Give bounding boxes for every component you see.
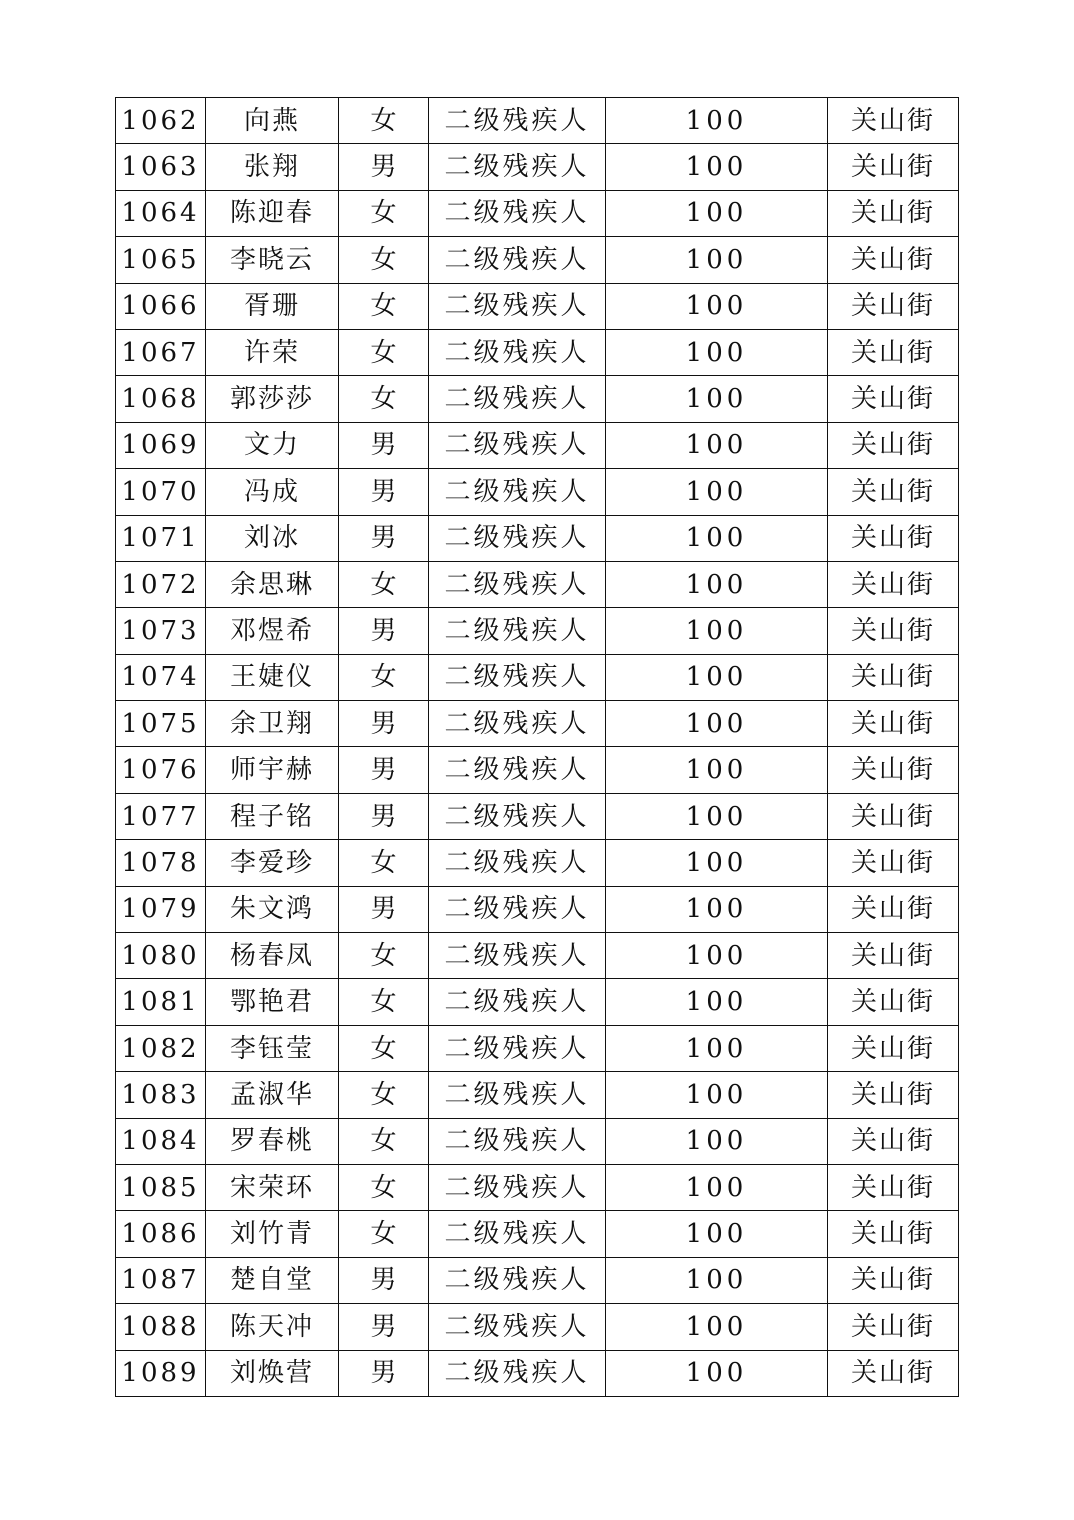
street-cell: 关山街: [828, 98, 959, 144]
amount-cell: 100: [606, 608, 828, 654]
gender-cell: 女: [339, 561, 429, 607]
street-cell: 关山街: [828, 979, 959, 1025]
name-cell: 邓煜希: [206, 608, 339, 654]
table-row: [116, 469, 959, 515]
disability-level-cell: 二级残疾人: [429, 701, 606, 747]
disability-level-cell: 二级残疾人: [429, 190, 606, 236]
gender-cell: 男: [339, 515, 429, 561]
name-cell: 罗春桃: [206, 1118, 339, 1164]
name-cell: 朱文鸿: [206, 886, 339, 932]
street-cell: 关山街: [828, 283, 959, 329]
disability-level-cell: 二级残疾人: [429, 98, 606, 144]
gender-cell: 女: [339, 376, 429, 422]
gender-cell: 男: [339, 608, 429, 654]
gender-cell: 女: [339, 283, 429, 329]
gender-cell: 女: [339, 190, 429, 236]
disability-level-cell: 二级残疾人: [429, 1304, 606, 1350]
amount-cell: 100: [606, 654, 828, 700]
amount-cell: 100: [606, 283, 828, 329]
record-number-cell: 1063: [116, 144, 206, 190]
amount-cell: 100: [606, 144, 828, 190]
table-row: [116, 144, 959, 190]
street-cell: 关山街: [828, 747, 959, 793]
name-cell: 杨春凤: [206, 933, 339, 979]
record-number-cell: 1070: [116, 469, 206, 515]
disability-level-cell: 二级残疾人: [429, 329, 606, 375]
amount-cell: 100: [606, 979, 828, 1025]
street-cell: 关山街: [828, 1257, 959, 1303]
name-cell: 宋荣环: [206, 1164, 339, 1210]
street-cell: 关山街: [828, 422, 959, 468]
street-cell: 关山街: [828, 840, 959, 886]
gender-cell: 男: [339, 144, 429, 190]
amount-cell: 100: [606, 469, 828, 515]
amount-cell: 100: [606, 1350, 828, 1396]
gender-cell: 女: [339, 237, 429, 283]
street-cell: 关山街: [828, 1164, 959, 1210]
amount-cell: 100: [606, 840, 828, 886]
record-number-cell: 1085: [116, 1164, 206, 1210]
record-number-cell: 1088: [116, 1304, 206, 1350]
record-number-cell: 1067: [116, 329, 206, 375]
table-row: [116, 1118, 959, 1164]
table-row: [116, 1350, 959, 1396]
table-row: [116, 329, 959, 375]
table-row: [116, 701, 959, 747]
street-cell: 关山街: [828, 376, 959, 422]
street-cell: 关山街: [828, 237, 959, 283]
disability-level-cell: 二级残疾人: [429, 793, 606, 839]
gender-cell: 男: [339, 469, 429, 515]
street-cell: 关山街: [828, 190, 959, 236]
table-row: [116, 1072, 959, 1118]
amount-cell: 100: [606, 886, 828, 932]
disability-level-cell: 二级残疾人: [429, 886, 606, 932]
street-cell: 关山街: [828, 515, 959, 561]
disability-level-cell: 二级残疾人: [429, 1350, 606, 1396]
street-cell: 关山街: [828, 701, 959, 747]
gender-cell: 男: [339, 747, 429, 793]
amount-cell: 100: [606, 793, 828, 839]
street-cell: 关山街: [828, 1118, 959, 1164]
street-cell: 关山街: [828, 933, 959, 979]
amount-cell: 100: [606, 1304, 828, 1350]
record-number-cell: 1082: [116, 1025, 206, 1071]
amount-cell: 100: [606, 1118, 828, 1164]
disability-level-cell: 二级残疾人: [429, 1025, 606, 1071]
disability-level-cell: 二级残疾人: [429, 747, 606, 793]
amount-cell: 100: [606, 376, 828, 422]
record-number-cell: 1071: [116, 515, 206, 561]
record-number-cell: 1064: [116, 190, 206, 236]
table-row: [116, 1025, 959, 1071]
name-cell: 余思琳: [206, 561, 339, 607]
gender-cell: 男: [339, 886, 429, 932]
gender-cell: 女: [339, 98, 429, 144]
record-number-cell: 1077: [116, 793, 206, 839]
gender-cell: 女: [339, 654, 429, 700]
name-cell: 刘冰: [206, 515, 339, 561]
name-cell: 李爱珍: [206, 840, 339, 886]
table-row: [116, 190, 959, 236]
disability-level-cell: 二级残疾人: [429, 144, 606, 190]
disability-level-cell: 二级残疾人: [429, 1118, 606, 1164]
gender-cell: 男: [339, 793, 429, 839]
table-row: [116, 1164, 959, 1210]
street-cell: 关山街: [828, 1025, 959, 1071]
disability-level-cell: 二级残疾人: [429, 237, 606, 283]
record-number-cell: 1083: [116, 1072, 206, 1118]
disability-level-cell: 二级残疾人: [429, 608, 606, 654]
name-cell: 陈迎春: [206, 190, 339, 236]
name-cell: 向燕: [206, 98, 339, 144]
name-cell: 楚自堂: [206, 1257, 339, 1303]
gender-cell: 女: [339, 1025, 429, 1071]
disability-level-cell: 二级残疾人: [429, 283, 606, 329]
gender-cell: 女: [339, 1164, 429, 1210]
amount-cell: 100: [606, 422, 828, 468]
gender-cell: 女: [339, 329, 429, 375]
disability-level-cell: 二级残疾人: [429, 1072, 606, 1118]
record-number-cell: 1080: [116, 933, 206, 979]
street-cell: 关山街: [828, 886, 959, 932]
record-number-cell: 1089: [116, 1350, 206, 1396]
street-cell: 关山街: [828, 469, 959, 515]
name-cell: 孟淑华: [206, 1072, 339, 1118]
name-cell: 王婕仪: [206, 654, 339, 700]
name-cell: 许荣: [206, 329, 339, 375]
gender-cell: 女: [339, 1072, 429, 1118]
amount-cell: 100: [606, 701, 828, 747]
name-cell: 程子铭: [206, 793, 339, 839]
table-row: [116, 376, 959, 422]
street-cell: 关山街: [828, 1211, 959, 1257]
name-cell: 郭莎莎: [206, 376, 339, 422]
name-cell: 鄂艳君: [206, 979, 339, 1025]
table-row: [116, 793, 959, 839]
record-number-cell: 1072: [116, 561, 206, 607]
record-number-cell: 1076: [116, 747, 206, 793]
street-cell: 关山街: [828, 793, 959, 839]
gender-cell: 男: [339, 701, 429, 747]
street-cell: 关山街: [828, 608, 959, 654]
gender-cell: 男: [339, 1350, 429, 1396]
gender-cell: 女: [339, 1118, 429, 1164]
amount-cell: 100: [606, 98, 828, 144]
record-number-cell: 1074: [116, 654, 206, 700]
disability-level-cell: 二级残疾人: [429, 654, 606, 700]
name-cell: 刘焕营: [206, 1350, 339, 1396]
table-row: [116, 561, 959, 607]
record-number-cell: 1079: [116, 886, 206, 932]
name-cell: 李钰莹: [206, 1025, 339, 1071]
table-body: [116, 98, 959, 1397]
table-row: [116, 1304, 959, 1350]
name-cell: 李晓云: [206, 237, 339, 283]
record-number-cell: 1086: [116, 1211, 206, 1257]
disability-level-cell: 二级残疾人: [429, 422, 606, 468]
street-cell: 关山街: [828, 654, 959, 700]
disability-level-cell: 二级残疾人: [429, 979, 606, 1025]
table-row: [116, 237, 959, 283]
gender-cell: 男: [339, 422, 429, 468]
name-cell: 冯成: [206, 469, 339, 515]
street-cell: 关山街: [828, 329, 959, 375]
table-row: [116, 422, 959, 468]
name-cell: 师宇赫: [206, 747, 339, 793]
street-cell: 关山街: [828, 1350, 959, 1396]
disability-level-cell: 二级残疾人: [429, 1164, 606, 1210]
record-number-cell: 1066: [116, 283, 206, 329]
table-row: [116, 886, 959, 932]
table-row: [116, 1257, 959, 1303]
table-row: [116, 654, 959, 700]
street-cell: 关山街: [828, 1072, 959, 1118]
table-row: [116, 98, 959, 144]
table-row: [116, 283, 959, 329]
name-cell: 文力: [206, 422, 339, 468]
name-cell: 胥珊: [206, 283, 339, 329]
disability-level-cell: 二级残疾人: [429, 933, 606, 979]
gender-cell: 女: [339, 933, 429, 979]
name-cell: 陈天冲: [206, 1304, 339, 1350]
table-row: [116, 747, 959, 793]
record-number-cell: 1062: [116, 98, 206, 144]
disability-level-cell: 二级残疾人: [429, 1211, 606, 1257]
table-row: [116, 1211, 959, 1257]
amount-cell: 100: [606, 1072, 828, 1118]
disability-level-cell: 二级残疾人: [429, 376, 606, 422]
amount-cell: 100: [606, 561, 828, 607]
disability-level-cell: 二级残疾人: [429, 840, 606, 886]
amount-cell: 100: [606, 933, 828, 979]
amount-cell: 100: [606, 1164, 828, 1210]
gender-cell: 女: [339, 1211, 429, 1257]
beneficiary-table: [115, 97, 959, 1397]
disability-level-cell: 二级残疾人: [429, 469, 606, 515]
name-cell: 张翔: [206, 144, 339, 190]
name-cell: 余卫翔: [206, 701, 339, 747]
amount-cell: 100: [606, 1025, 828, 1071]
disability-level-cell: 二级残疾人: [429, 515, 606, 561]
record-number-cell: 1068: [116, 376, 206, 422]
gender-cell: 男: [339, 1257, 429, 1303]
record-number-cell: 1065: [116, 237, 206, 283]
table-row: [116, 979, 959, 1025]
street-cell: 关山街: [828, 1304, 959, 1350]
record-number-cell: 1087: [116, 1257, 206, 1303]
amount-cell: 100: [606, 515, 828, 561]
amount-cell: 100: [606, 237, 828, 283]
disability-level-cell: 二级残疾人: [429, 1257, 606, 1303]
table-row: [116, 608, 959, 654]
record-number-cell: 1075: [116, 701, 206, 747]
record-number-cell: 1081: [116, 979, 206, 1025]
amount-cell: 100: [606, 747, 828, 793]
record-number-cell: 1084: [116, 1118, 206, 1164]
street-cell: 关山街: [828, 561, 959, 607]
table-row: [116, 840, 959, 886]
table-row: [116, 515, 959, 561]
table-row: [116, 933, 959, 979]
name-cell: 刘竹青: [206, 1211, 339, 1257]
amount-cell: 100: [606, 190, 828, 236]
disability-level-cell: 二级残疾人: [429, 561, 606, 607]
street-cell: 关山街: [828, 144, 959, 190]
gender-cell: 男: [339, 1304, 429, 1350]
record-number-cell: 1073: [116, 608, 206, 654]
record-number-cell: 1078: [116, 840, 206, 886]
amount-cell: 100: [606, 1211, 828, 1257]
record-number-cell: 1069: [116, 422, 206, 468]
gender-cell: 女: [339, 840, 429, 886]
amount-cell: 100: [606, 329, 828, 375]
amount-cell: 100: [606, 1257, 828, 1303]
gender-cell: 女: [339, 979, 429, 1025]
